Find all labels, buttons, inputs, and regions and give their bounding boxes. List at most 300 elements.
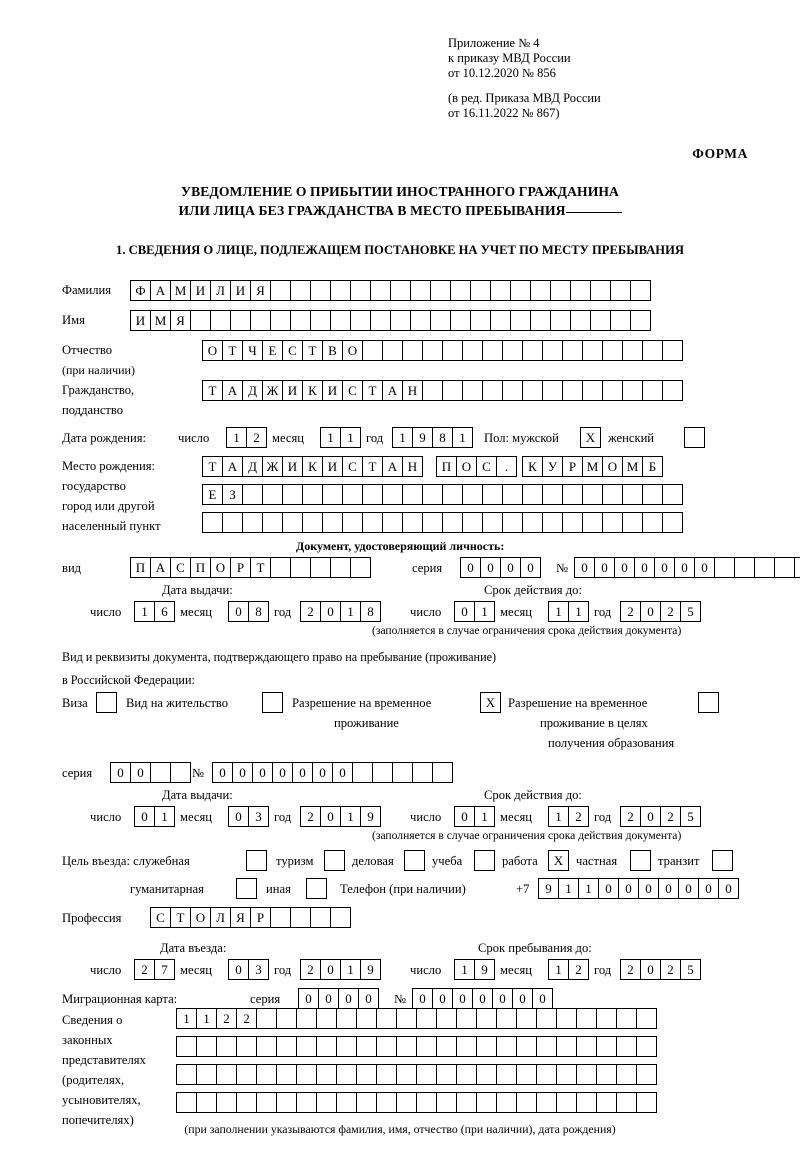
form-cell[interactable]: Д [242, 456, 263, 477]
form-cell[interactable] [210, 310, 231, 331]
form-cell[interactable]: 0 [228, 959, 249, 980]
form-cell[interactable]: 0 [332, 762, 353, 783]
form-cell[interactable] [602, 340, 623, 361]
form-cell[interactable] [256, 1092, 277, 1113]
form-cell[interactable]: И [322, 380, 343, 401]
form-cell[interactable] [190, 310, 211, 331]
form-cell[interactable] [476, 1036, 497, 1057]
form-cell[interactable] [794, 557, 800, 578]
form-cell[interactable] [616, 1036, 637, 1057]
permit-valid-month-cells[interactable] [548, 806, 588, 827]
sex-female-checkbox[interactable] [684, 427, 705, 448]
form-cell[interactable] [302, 512, 323, 533]
form-cell[interactable]: 0 [452, 988, 473, 1009]
form-cell[interactable] [662, 512, 683, 533]
form-cell[interactable]: Т [222, 340, 243, 361]
form-cell[interactable] [622, 484, 643, 505]
purpose-work-checkbox[interactable]: X [548, 850, 569, 871]
form-cell[interactable] [662, 484, 683, 505]
form-cell[interactable] [482, 340, 503, 361]
form-cell[interactable] [450, 310, 471, 331]
form-cell[interactable]: Н [402, 456, 423, 477]
form-cell[interactable] [356, 1092, 377, 1113]
form-cell[interactable] [556, 1036, 577, 1057]
form-cell[interactable] [436, 1064, 457, 1085]
form-cell[interactable] [416, 1092, 437, 1113]
form-cell[interactable] [382, 512, 403, 533]
birth-day-cells[interactable] [226, 427, 266, 448]
form-cell[interactable]: Л [210, 907, 231, 928]
form-cell[interactable]: 1 [548, 601, 569, 622]
form-cell[interactable] [436, 1008, 457, 1029]
form-cell[interactable]: 2 [620, 959, 641, 980]
form-cell[interactable]: 5 [680, 601, 701, 622]
form-cell[interactable] [322, 484, 343, 505]
form-cell[interactable]: 8 [432, 427, 453, 448]
form-cell[interactable] [216, 1036, 237, 1057]
form-cell[interactable]: К [302, 456, 323, 477]
entry-month-cells[interactable] [228, 959, 268, 980]
form-cell[interactable] [242, 512, 263, 533]
form-cell[interactable]: 9 [360, 959, 381, 980]
form-cell[interactable] [396, 1036, 417, 1057]
form-cell[interactable] [530, 280, 551, 301]
form-cell[interactable] [462, 340, 483, 361]
form-cell[interactable] [774, 557, 795, 578]
form-cell[interactable]: 1 [226, 427, 247, 448]
form-cell[interactable]: У [542, 456, 563, 477]
form-cell[interactable] [582, 340, 603, 361]
form-cell[interactable]: М [170, 280, 191, 301]
form-cell[interactable]: 0 [492, 988, 513, 1009]
form-cell[interactable]: С [342, 380, 363, 401]
form-cell[interactable]: 0 [500, 557, 521, 578]
form-cell[interactable] [336, 1064, 357, 1085]
form-cell[interactable]: 1 [154, 806, 175, 827]
form-cell[interactable] [502, 380, 523, 401]
purpose-business-checkbox[interactable] [404, 850, 425, 871]
birth-city-row3-cells[interactable] [202, 512, 682, 533]
form-cell[interactable]: 0 [454, 806, 475, 827]
form-cell[interactable] [356, 1008, 377, 1029]
form-cell[interactable]: 0 [532, 988, 553, 1009]
form-cell[interactable] [382, 340, 403, 361]
form-cell[interactable] [570, 310, 591, 331]
form-cell[interactable] [392, 762, 413, 783]
form-cell[interactable] [396, 1064, 417, 1085]
form-cell[interactable]: 2 [660, 806, 681, 827]
form-cell[interactable]: 0 [252, 762, 273, 783]
form-cell[interactable] [430, 280, 451, 301]
form-cell[interactable]: 2 [134, 959, 155, 980]
form-cell[interactable] [342, 512, 363, 533]
form-cell[interactable]: 0 [454, 601, 475, 622]
form-cell[interactable] [216, 1092, 237, 1113]
form-cell[interactable] [390, 280, 411, 301]
form-cell[interactable]: 2 [660, 601, 681, 622]
form-cell[interactable] [316, 1036, 337, 1057]
form-cell[interactable] [642, 512, 663, 533]
permit-issue-day-cells[interactable] [134, 806, 174, 827]
form-cell[interactable] [290, 280, 311, 301]
form-cell[interactable]: Л [210, 280, 231, 301]
surname-cells[interactable] [130, 280, 650, 301]
form-cell[interactable]: 7 [154, 959, 175, 980]
form-cell[interactable]: С [150, 907, 171, 928]
form-cell[interactable] [330, 280, 351, 301]
form-cell[interactable] [236, 1092, 257, 1113]
form-cell[interactable]: 2 [568, 959, 589, 980]
form-cell[interactable] [376, 1064, 397, 1085]
form-cell[interactable] [316, 1064, 337, 1085]
doc-valid-day-cells[interactable] [454, 601, 494, 622]
form-cell[interactable] [330, 310, 351, 331]
form-cell[interactable]: С [282, 340, 303, 361]
form-cell[interactable] [416, 1008, 437, 1029]
form-cell[interactable] [410, 280, 431, 301]
form-cell[interactable] [576, 1064, 597, 1085]
birth-month-cells[interactable] [320, 427, 360, 448]
form-cell[interactable] [754, 557, 775, 578]
form-cell[interactable] [562, 484, 583, 505]
form-cell[interactable] [282, 484, 303, 505]
form-cell[interactable]: 2 [236, 1008, 257, 1029]
form-cell[interactable]: 0 [618, 878, 639, 899]
form-cell[interactable]: 2 [300, 806, 321, 827]
form-cell[interactable] [522, 340, 543, 361]
form-cell[interactable]: 0 [520, 557, 541, 578]
form-cell[interactable]: Н [402, 380, 423, 401]
form-cell[interactable] [610, 310, 631, 331]
form-cell[interactable]: Т [170, 907, 191, 928]
form-cell[interactable] [350, 280, 371, 301]
form-cell[interactable] [482, 380, 503, 401]
form-cell[interactable] [362, 484, 383, 505]
form-cell[interactable] [176, 1092, 197, 1113]
form-cell[interactable] [250, 310, 271, 331]
form-cell[interactable]: 1 [340, 601, 361, 622]
birth-year-cells[interactable] [392, 427, 472, 448]
form-cell[interactable] [376, 1092, 397, 1113]
form-cell[interactable] [496, 1092, 517, 1113]
form-cell[interactable]: Я [230, 907, 251, 928]
form-cell[interactable]: Ч [242, 340, 263, 361]
form-cell[interactable] [170, 762, 191, 783]
form-cell[interactable]: 0 [134, 806, 155, 827]
form-cell[interactable]: 9 [412, 427, 433, 448]
form-cell[interactable] [576, 1036, 597, 1057]
form-cell[interactable] [596, 1008, 617, 1029]
form-cell[interactable] [450, 280, 471, 301]
form-cell[interactable] [496, 1036, 517, 1057]
form-cell[interactable] [310, 557, 331, 578]
form-cell[interactable] [382, 484, 403, 505]
form-cell[interactable] [550, 280, 571, 301]
form-cell[interactable] [196, 1036, 217, 1057]
form-cell[interactable]: А [150, 557, 171, 578]
form-cell[interactable] [576, 1008, 597, 1029]
form-cell[interactable] [642, 340, 663, 361]
form-cell[interactable] [422, 484, 443, 505]
permit-series-cells[interactable] [110, 762, 190, 783]
form-cell[interactable] [482, 484, 503, 505]
form-cell[interactable]: 0 [412, 988, 433, 1009]
form-cell[interactable]: 8 [360, 601, 381, 622]
form-cell[interactable] [256, 1036, 277, 1057]
form-cell[interactable] [556, 1092, 577, 1113]
form-cell[interactable] [422, 380, 443, 401]
form-cell[interactable]: . [496, 456, 517, 477]
form-cell[interactable]: 1 [474, 601, 495, 622]
form-cell[interactable] [236, 1036, 257, 1057]
residence-permit-checkbox[interactable] [262, 692, 283, 713]
form-cell[interactable]: М [582, 456, 603, 477]
form-cell[interactable]: 0 [654, 557, 675, 578]
form-cell[interactable]: А [222, 456, 243, 477]
legal-rep-row4-cells[interactable] [176, 1092, 656, 1113]
permit-issue-year-cells[interactable] [300, 806, 380, 827]
form-cell[interactable] [616, 1064, 637, 1085]
form-cell[interactable] [542, 340, 563, 361]
form-cell[interactable] [636, 1064, 657, 1085]
form-cell[interactable]: Д [242, 380, 263, 401]
form-cell[interactable] [442, 484, 463, 505]
form-cell[interactable] [176, 1036, 197, 1057]
form-cell[interactable] [276, 1008, 297, 1029]
form-cell[interactable] [352, 762, 373, 783]
legal-rep-row3-cells[interactable] [176, 1064, 656, 1085]
form-cell[interactable] [642, 380, 663, 401]
form-cell[interactable] [310, 310, 331, 331]
form-cell[interactable]: Р [230, 557, 251, 578]
form-cell[interactable] [330, 557, 351, 578]
form-cell[interactable]: П [190, 557, 211, 578]
form-cell[interactable] [222, 512, 243, 533]
purpose-study-checkbox[interactable] [474, 850, 495, 871]
form-cell[interactable]: З [222, 484, 243, 505]
form-cell[interactable]: К [302, 380, 323, 401]
form-cell[interactable]: Я [170, 310, 191, 331]
form-cell[interactable]: 0 [338, 988, 359, 1009]
form-cell[interactable] [616, 1092, 637, 1113]
form-cell[interactable]: 0 [232, 762, 253, 783]
purpose-tourism-checkbox[interactable] [324, 850, 345, 871]
form-cell[interactable] [436, 1092, 457, 1113]
form-cell[interactable]: 9 [360, 806, 381, 827]
form-cell[interactable]: 2 [300, 601, 321, 622]
form-cell[interactable] [362, 512, 383, 533]
form-cell[interactable] [270, 557, 291, 578]
form-cell[interactable]: 1 [340, 959, 361, 980]
doc-valid-year-cells[interactable] [620, 601, 700, 622]
form-cell[interactable]: 2 [246, 427, 267, 448]
form-cell[interactable]: Т [202, 456, 223, 477]
form-cell[interactable] [476, 1064, 497, 1085]
form-cell[interactable]: 0 [694, 557, 715, 578]
form-cell[interactable] [296, 1064, 317, 1085]
form-cell[interactable]: Р [250, 907, 271, 928]
form-cell[interactable]: 1 [392, 427, 413, 448]
form-cell[interactable] [270, 310, 291, 331]
form-cell[interactable]: 9 [474, 959, 495, 980]
stay-month-cells[interactable] [548, 959, 588, 980]
form-cell[interactable]: 0 [614, 557, 635, 578]
form-cell[interactable] [496, 1064, 517, 1085]
phone-cells[interactable] [538, 878, 738, 899]
form-cell[interactable] [630, 280, 651, 301]
form-cell[interactable] [596, 1064, 617, 1085]
form-cell[interactable] [432, 762, 453, 783]
form-cell[interactable]: 0 [460, 557, 481, 578]
form-cell[interactable]: 1 [452, 427, 473, 448]
form-cell[interactable]: 0 [432, 988, 453, 1009]
form-cell[interactable]: О [456, 456, 477, 477]
form-cell[interactable] [610, 280, 631, 301]
form-cell[interactable] [430, 310, 451, 331]
form-cell[interactable]: 1 [134, 601, 155, 622]
form-cell[interactable]: 5 [680, 959, 701, 980]
form-cell[interactable] [302, 484, 323, 505]
form-cell[interactable]: Р [562, 456, 583, 477]
form-cell[interactable]: 0 [320, 806, 341, 827]
form-cell[interactable] [516, 1064, 537, 1085]
form-cell[interactable] [370, 310, 391, 331]
form-cell[interactable] [270, 907, 291, 928]
form-cell[interactable]: 0 [292, 762, 313, 783]
form-cell[interactable]: И [322, 456, 343, 477]
form-cell[interactable] [402, 484, 423, 505]
form-cell[interactable] [482, 512, 503, 533]
form-cell[interactable]: О [202, 340, 223, 361]
form-cell[interactable] [330, 907, 351, 928]
sex-male-checkbox[interactable]: X [580, 427, 601, 448]
form-cell[interactable]: 1 [454, 959, 475, 980]
form-cell[interactable]: И [130, 310, 151, 331]
doc-kind-cells[interactable] [130, 557, 370, 578]
form-cell[interactable] [376, 1036, 397, 1057]
form-cell[interactable]: 0 [512, 988, 533, 1009]
form-cell[interactable] [396, 1092, 417, 1113]
form-cell[interactable] [350, 557, 371, 578]
form-cell[interactable] [622, 380, 643, 401]
form-cell[interactable]: 0 [298, 988, 319, 1009]
form-cell[interactable] [362, 340, 383, 361]
form-cell[interactable]: 0 [640, 806, 661, 827]
form-cell[interactable] [636, 1092, 657, 1113]
legal-rep-row2-cells[interactable] [176, 1036, 656, 1057]
form-cell[interactable]: 0 [358, 988, 379, 1009]
form-cell[interactable]: 0 [698, 878, 719, 899]
form-cell[interactable] [470, 310, 491, 331]
form-cell[interactable]: 9 [538, 878, 559, 899]
form-cell[interactable]: Е [202, 484, 223, 505]
form-cell[interactable]: 0 [658, 878, 679, 899]
form-cell[interactable]: 0 [272, 762, 293, 783]
form-cell[interactable] [310, 907, 331, 928]
form-cell[interactable] [530, 310, 551, 331]
entry-day-cells[interactable] [134, 959, 174, 980]
form-cell[interactable] [462, 512, 483, 533]
form-cell[interactable]: А [382, 380, 403, 401]
form-cell[interactable]: П [436, 456, 457, 477]
form-cell[interactable]: 0 [574, 557, 595, 578]
form-cell[interactable]: 3 [248, 959, 269, 980]
form-cell[interactable] [576, 1092, 597, 1113]
form-cell[interactable] [456, 1008, 477, 1029]
stay-year-cells[interactable] [620, 959, 700, 980]
doc-issue-year-cells[interactable] [300, 601, 380, 622]
form-cell[interactable] [510, 280, 531, 301]
form-cell[interactable] [490, 280, 511, 301]
purpose-transit-checkbox[interactable] [712, 850, 733, 871]
form-cell[interactable] [536, 1008, 557, 1029]
form-cell[interactable] [316, 1092, 337, 1113]
form-cell[interactable]: 0 [312, 762, 333, 783]
form-cell[interactable]: 0 [212, 762, 233, 783]
form-cell[interactable]: К [522, 456, 543, 477]
form-cell[interactable] [516, 1008, 537, 1029]
doc-issue-month-cells[interactable] [228, 601, 268, 622]
form-cell[interactable] [150, 762, 171, 783]
form-cell[interactable] [542, 512, 563, 533]
form-cell[interactable]: М [622, 456, 643, 477]
form-cell[interactable]: 0 [228, 806, 249, 827]
form-cell[interactable] [416, 1064, 437, 1085]
form-cell[interactable] [296, 1092, 317, 1113]
form-cell[interactable] [196, 1092, 217, 1113]
form-cell[interactable] [256, 1008, 277, 1029]
form-cell[interactable]: 0 [110, 762, 131, 783]
form-cell[interactable]: 0 [480, 557, 501, 578]
name-cells[interactable] [130, 310, 650, 331]
form-cell[interactable]: 0 [638, 878, 659, 899]
form-cell[interactable] [336, 1092, 357, 1113]
form-cell[interactable] [290, 310, 311, 331]
form-cell[interactable]: 0 [318, 988, 339, 1009]
form-cell[interactable] [714, 557, 735, 578]
form-cell[interactable]: С [342, 456, 363, 477]
form-cell[interactable] [236, 1064, 257, 1085]
birth-state-cells[interactable] [202, 456, 422, 477]
form-cell[interactable] [622, 340, 643, 361]
form-cell[interactable] [322, 512, 343, 533]
form-cell[interactable]: 6 [154, 601, 175, 622]
form-cell[interactable]: А [382, 456, 403, 477]
form-cell[interactable] [262, 484, 283, 505]
form-cell[interactable]: Б [642, 456, 663, 477]
form-cell[interactable] [372, 762, 393, 783]
form-cell[interactable] [556, 1008, 577, 1029]
profession-cells[interactable] [150, 907, 350, 928]
form-cell[interactable]: 1 [320, 427, 341, 448]
form-cell[interactable]: 2 [620, 806, 641, 827]
form-cell[interactable] [616, 1008, 637, 1029]
form-cell[interactable] [356, 1036, 377, 1057]
form-cell[interactable] [542, 484, 563, 505]
form-cell[interactable]: 0 [594, 557, 615, 578]
form-cell[interactable]: Ж [262, 456, 283, 477]
form-cell[interactable]: 3 [248, 806, 269, 827]
form-cell[interactable] [402, 512, 423, 533]
form-cell[interactable] [550, 310, 571, 331]
form-cell[interactable] [642, 484, 663, 505]
purpose-other-checkbox[interactable] [306, 878, 327, 899]
form-cell[interactable] [282, 512, 303, 533]
form-cell[interactable] [662, 380, 683, 401]
form-cell[interactable] [636, 1036, 657, 1057]
form-cell[interactable]: А [222, 380, 243, 401]
form-cell[interactable]: 1 [568, 601, 589, 622]
